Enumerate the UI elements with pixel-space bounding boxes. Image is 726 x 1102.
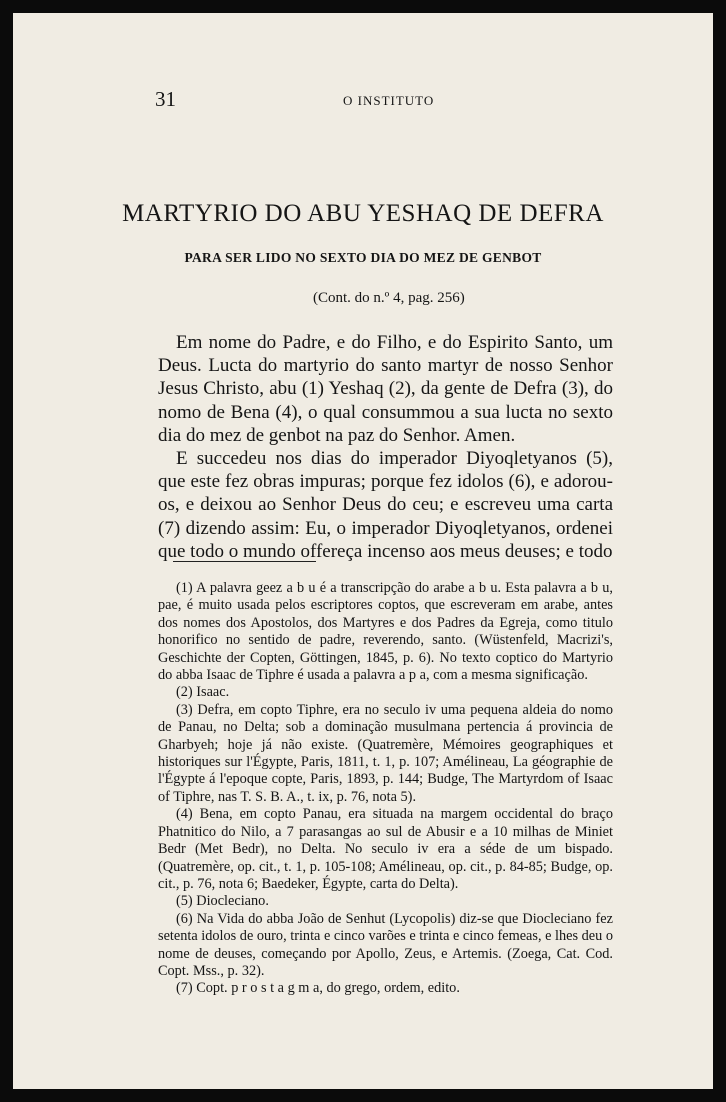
page-header [153, 85, 613, 115]
continuation-citation: (Cont. do n.º 4, pag. 256) [313, 290, 465, 306]
footnote: (3) Defra, em copto Tiphre, era no seculo iv uma pequena aldeia do nomo de Panau, no Delta; sob a dominação musulmana pertencia á provincia de Gharbyeh; hoje já não existe. (Quatremère, Mémoires geographiques et historiques sur l'Égypte, Paris, 1811, t. 1, p. 107; Amélineau, La géographie de l'Égypte á l'epoque copte, Paris, 1893, p. 144; Budge, The Martyrdom of Isaac of Tiphre, nas T. S. B. A., t. ix, p. 76, nota 5). [158, 701, 613, 805]
footnote: (2) Isaac. [176, 684, 230, 701]
paragraph: E succedeu nos dias do imperador Diyoqletyanos (5), que este fez obras impuras; porque fez idolos (6), e adorou-os, e deixou ao Senhor Deus do ceu; e escreveu uma carta (7) dizendo assim: Eu, o imperador Diyoqletyanos, ordenei que todo o mundo offereça incenso aos meus deuses; e todo [158, 448, 613, 562]
footnote: (1) A palavra geez a b u é a transcripção do arabe a b u. Esta palavra a b u, pae, é muito usada pelos escriptores coptos, que escreveram em arabe, antes dos nomes dos Apostolos, dos Martyres e dos Padres da Egreja, como titulo honorifico no sentido de padre, reverendo, santo. (Wüstenfeld, Macrizi's, Geschichte der Copten, Göttingen, 1845, p. 6). No texto coptico do Martyrio do abba Isaac de Tiphre é usada a palavra a p a, com a mesma significação. [158, 580, 613, 684]
main-text [158, 331, 613, 563]
page [13, 13, 713, 1089]
article-subtitle: PARA SER LIDO NO SEXTO DIA DO MEZ DE GENBOT [184, 250, 542, 265]
footnotes [158, 580, 613, 998]
footnote: (5) Diocleciano. [176, 893, 269, 910]
footnote: (4) Bena, em copto Panau, era situada na margem occidental do braço Phatnitico do Nilo, a 7 parasangas ao sul de Abusir e a 10 milhas de Miniet Bedr (Met Bedr), no Delta. No seculo iv era a séde de um bispado. (Quatremère, op. cit., t. 1, p. 105-108; Amélineau, op. cit., p. 84-85; Budge, op. cit., p. 76, nota 6; Baedeker, Égypte, carta do Delta). [158, 806, 613, 892]
page-number: 31 [155, 87, 176, 111]
footnote-divider [173, 561, 316, 562]
paragraph: Em nome do Padre, e do Filho, e do Espirito Santo, um Deus. Lucta do martyrio do santo martyr de nosso Senhor Jesus Christo, abu (1) Yeshaq (2), da gente de Defra (3), do nomo de Bena (4), o qual consummou a sua lucta no sexto dia do mez de genbot na paz do Senhor. Amen. [158, 332, 613, 446]
footnote: (6) Na Vida do abba João de Senhut (Lycopolis) diz-se que Diocleciano fez setenta idolos de ouro, trinta e cinco varões e trinta e cinco femeas, e lhes deu o nome de deuses, começando por Apollo, Zeus, e Artemis. (Zoega, Cat. Cod. Copt. Mss., p. 32). [158, 910, 613, 979]
article-title: MARTYRIO DO ABU YESHAQ DE DEFRA [122, 200, 604, 227]
footnote: (7) Copt. p r o s t a g m a, do grego, ordem, edito. [176, 980, 460, 997]
running-head: O INSTITUTO [343, 93, 435, 108]
